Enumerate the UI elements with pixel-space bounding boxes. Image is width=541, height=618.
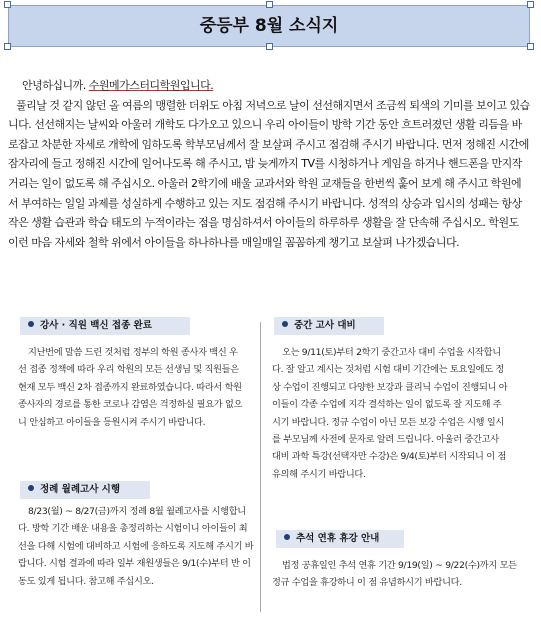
greeting-text: 안녕하십니까. (22, 79, 89, 92)
section-heading-monthly-test (20, 481, 150, 499)
bullet-icon (284, 534, 290, 540)
section-body-midterm (272, 344, 508, 483)
section-heading-text: 강사 · 직원 백신 접종 완료 (40, 320, 152, 331)
greeting-line (8, 76, 530, 96)
section-heading-midterm (274, 317, 384, 335)
section-body-monthly-test (18, 503, 254, 590)
section-text: 지난번에 말씀 드린 것처럼 정부의 학원 종사자 백신 우선 접종 정책에 따라 우리 학원의 모든 선생님 및 직원들은 현재 모두 백신 2차 접종까지 완료하였습니다. 따라서 학원 종사자의 경로를 통한 코로나 감염은 걱정하실 필요가 없으니 안심하고 아이들을 등원시켜 주시기 바랍니다. (18, 347, 243, 428)
bullet-icon (28, 485, 34, 491)
section-body-vaccine (18, 344, 246, 431)
intro-body: 풀리날 것 같지 않던 올 여름의 맹렬한 더위도 아침 저녁으로 날이 선선해지면서 조금씩 퇴색의 기미를 보이고 있습니다. 선선해지는 날씨와 아울러 개학도 다가오고 있으니 우리 아이들이 방학 기간 동안 흐트러졌던 생활 리듬을 바로잡고 차분한 자세로 개학에 임하도록 학부모님께서 잘 보살펴 주시고 점검해 주시기 바랍니다. 먼저 정해진 시간에 잠자리에 들고 정해진 시간에 일어나도록 해 주시고, 밤 늦게까지 TV를 시청하거나 게임을 하거나 핸드폰을 만지작거리는 일이 없도록 해 주십시오. 아울러 2학기에 배울 교과서와 학원 교재들을 한번씩 훑어 보게 해 주시고 학원에서 부여하는 일일 과제를 성실하게 수행하고 있는 지도 점검해 주시기 바랍니다. 성적의 상승과 입시의 성패는 항상 작은 생활 습관과 학습 태도의 누적이라는 점을 명심하셔서 아이들의 하루하루 생활을 잘 단속해 주십시오. 학원도 이런 마음 자세와 철학 위에서 아이들을 하나하나를 매일매일 꼼꼼하게 챙기고 보살펴 나가겠습니다. (8, 98, 530, 249)
column-divider (260, 322, 261, 612)
intro-letter (8, 76, 530, 252)
newsletter-title: 중등부 8월 소식지 (199, 16, 339, 36)
section-text: 오는 9/11(토)부터 2학기 중간고사 대비 수업을 시작합니다. 잘 알고 계시는 것처럼 시험 대비 기간에는 토요일에도 정상 수업이 진행되고 다양한 보강과 클리닉 수업이 진행되니 아이들이 각종 수업에 지각 결석하는 일이 없도록 잘 지도해 주시기 바랍니다. 정규 수업이 아닌 모든 보강 수업은 시행 일시를 부모님께 사전에 문자로 알려 드립니다. 아울러 중간고사 대비 과학 특강(선택자만 수강)은 9/4(토)부터 시작되니 이 점 유의해 주시기 바랍니다. (272, 347, 508, 480)
section-text: 법정 공휴일인 추석 연휴 기간 9/19(일) ~ 9/22(수)까지 모든 정규 수업을 휴강하니 이 점 유념하시기 바랍니다. (272, 560, 517, 589)
bullet-icon (28, 321, 34, 327)
section-text: 8/23(월) ~ 8/27(금)까지 정례 8월 월례고사를 시행합니다. 방학 기간 배운 내용을 총정리하는 시험이니 아이들이 최선을 다해 시험에 대비하고 시험에 응하도록 지도해 주시기 바랍니다. 시험 결과에 따라 일부 재원생들은 9/1(수)부터 반 이동도 있게 됩니다. 참고해 주십시오. (18, 506, 254, 587)
section-heading-text: 추석 연휴 휴강 안내 (296, 533, 380, 544)
section-body-chuseok (272, 557, 517, 592)
section-heading-vaccine (20, 317, 190, 335)
bullet-icon (282, 321, 288, 327)
section-heading-chuseok (276, 530, 404, 548)
academy-name: 수원메가스터디학원입니다. (88, 79, 214, 92)
section-heading-text: 정례 월례고사 시행 (40, 484, 121, 495)
section-heading-text: 중간 고사 대비 (294, 320, 356, 331)
